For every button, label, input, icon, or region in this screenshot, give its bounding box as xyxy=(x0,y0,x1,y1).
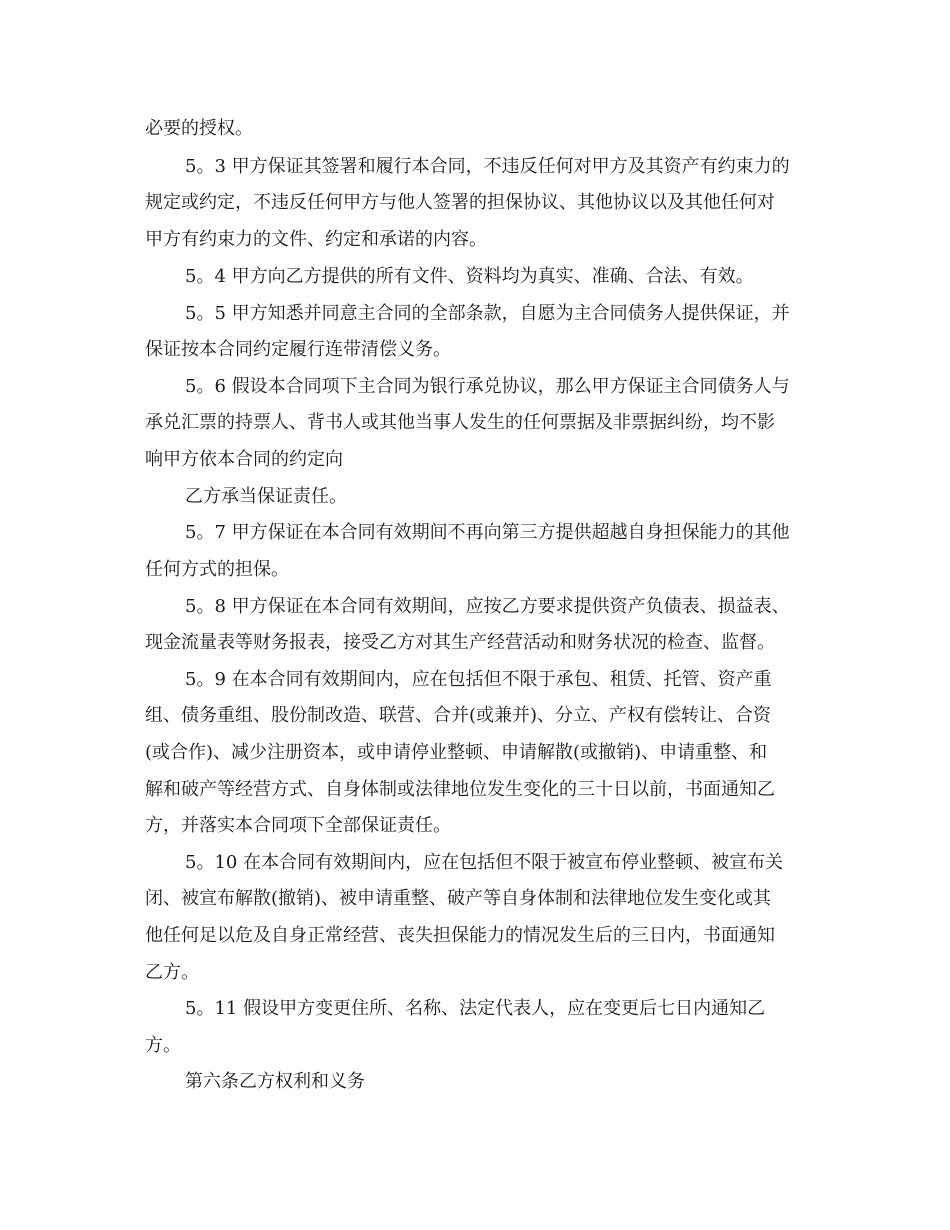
text-line: 方。 xyxy=(145,1035,181,1056)
clause-5-10-line-1: 5。10 在本合同有效期间内，应在包括但不限于被宣布停业整顿、被宣布关 xyxy=(185,852,784,873)
clause-5-6-line-1: 5。6 假设本合同项下主合同为银行承兑协议，那么甲方保证主合同债务人与 xyxy=(185,376,790,397)
clause-5-11-line-1: 5。11 假设甲方变更住所、名称、法定代表人，应在变更后七日内通知乙 xyxy=(185,998,766,1019)
clause-5-5-line-1: 5。5 甲方知悉并同意主合同的全部条款，自愿为主合同债务人提供保证，并 xyxy=(185,303,790,324)
text-line: 保证按本合同约定履行连带清偿义务。 xyxy=(145,339,451,360)
text-line: 响甲方依本合同的约定向 xyxy=(145,449,343,470)
clause-5-4-line-1: 5。4 甲方向乙方提供的所有文件、资料均为真实、准确、合法、有效。 xyxy=(185,266,754,287)
clause-5-3-line-1: 5。3 甲方保证其签署和履行本合同，不违反任何对甲方及其资产有约束力的 xyxy=(185,156,790,177)
text-line: 规定或约定，不违反任何甲方与他人签署的担保协议、其他协议以及其他任何对 xyxy=(145,192,775,213)
text-line: 任何方式的担保。 xyxy=(145,559,289,580)
text-line: 乙方。 xyxy=(145,962,199,983)
text-line: 现金流量表等财务报表，接受乙方对其生产经营活动和财务状况的检查、监督。 xyxy=(145,632,775,653)
text-line: 组、债务重组、股份制改造、联营、合并(或兼并)、分立、产权有偿转让、合资 xyxy=(145,705,772,726)
text-line: 解和破产等经营方式、自身体制或法律地位发生变化的三十日以前，书面通知乙 xyxy=(145,779,775,800)
text-line: 闭、被宣布解散(撤销)、被申请重整、破产等自身体制和法律地位发生变化或其 xyxy=(145,888,772,909)
text-line: 承兑汇票的持票人、背书人或其他当事人发生的任何票据及非票据纠纷，均不影 xyxy=(145,412,775,433)
clause-5-8-line-1: 5。8 甲方保证在本合同有效期间，应按乙方要求提供资产负债表、损益表、 xyxy=(185,596,790,617)
text-line: 必要的授权。 xyxy=(145,118,253,139)
text-line: (或合作)、减少注册资本，或申请停业整顿、申请解散(或撤销)、申请重整、和 xyxy=(145,742,768,763)
clause-5-9-line-1: 5。9 在本合同有效期间内，应在包括但不限于承包、租赁、托管、资产重 xyxy=(185,669,772,690)
clause-5-7-line-1: 5。7 甲方保证在本合同有效期间不再向第三方提供超越自身担保能力的其他 xyxy=(185,522,790,543)
text-line: 方，并落实本合同项下全部保证责任。 xyxy=(145,815,451,836)
article-6-heading: 第六条乙方权利和义务 xyxy=(185,1071,365,1092)
text-line: 乙方承当保证责任。 xyxy=(185,486,347,507)
text-line: 甲方有约束力的文件、约定和承诺的内容。 xyxy=(145,229,487,250)
text-line: 他任何足以危及自身正常经营、丧失担保能力的情况发生后的三日内，书面通知 xyxy=(145,925,775,946)
